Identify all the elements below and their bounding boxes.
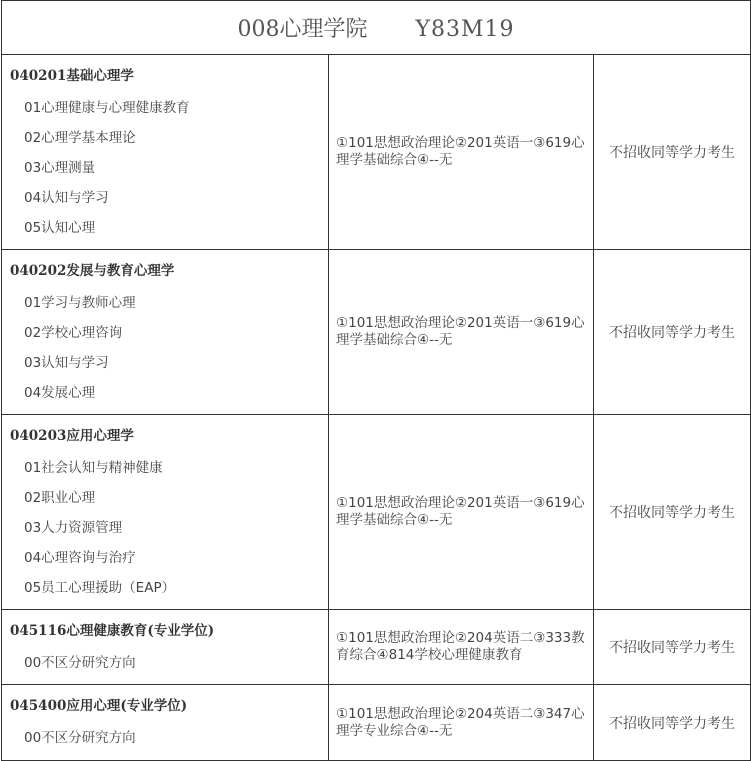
equivalent-note: 不招收同等学力考生 (594, 415, 751, 610)
exam-subjects: ①101思想政治理论②204英语二③333教育综合④814学校心理健康教育 (329, 610, 594, 685)
college-name: 008心理学院 (237, 17, 368, 42)
research-direction: 02学校心理咨询 (24, 325, 123, 341)
research-direction: 04心理咨询与治疗 (24, 550, 136, 566)
major-name: 045116心理健康教育(专业学位) (10, 623, 215, 639)
major-name: 040202发展与教育心理学 (10, 263, 175, 279)
exam-subjects: ①101思想政治理论②204英语二③347心理学专业综合④--无 (329, 685, 594, 761)
equivalent-note: 不招收同等学力考生 (594, 55, 751, 250)
research-direction: 05员工心理援助（EAP） (24, 580, 176, 596)
table-row (2, 250, 751, 415)
table-row (2, 685, 751, 761)
major-name: 040201基础心理学 (10, 68, 134, 84)
major-cell (2, 250, 329, 415)
research-direction: 01社会认知与精神健康 (24, 460, 163, 476)
table-row (2, 55, 751, 250)
research-direction: 03心理测量 (24, 160, 96, 176)
header-row (2, 1, 751, 55)
research-direction: 05认知心理 (24, 220, 96, 236)
college-code: Y83M19 (415, 17, 515, 42)
research-direction: 00不区分研究方向 (24, 655, 136, 671)
research-direction: 00不区分研究方向 (24, 730, 136, 746)
major-name: 045400应用心理(专业学位) (10, 698, 188, 714)
table-row (2, 610, 751, 685)
exam-subjects: ①101思想政治理论②201英语一③619心理学基础综合④--无 (329, 415, 594, 610)
research-direction: 04认知与学习 (24, 190, 109, 206)
equivalent-note: 不招收同等学力考生 (594, 610, 751, 685)
research-direction: 01学习与教师心理 (24, 295, 136, 311)
major-name: 040203应用心理学 (10, 428, 134, 444)
major-cell (2, 610, 329, 685)
major-cell (2, 685, 329, 761)
research-direction: 03人力资源管理 (24, 520, 123, 536)
research-direction: 04发展心理 (24, 385, 96, 401)
major-cell (2, 55, 329, 250)
research-direction: 03认知与学习 (24, 355, 109, 371)
equivalent-note: 不招收同等学力考生 (594, 250, 751, 415)
admissions-table (1, 0, 751, 761)
table-title (2, 1, 751, 55)
equivalent-note: 不招收同等学力考生 (594, 685, 751, 761)
research-direction: 01心理健康与心理健康教育 (24, 100, 190, 116)
major-cell (2, 415, 329, 610)
research-direction: 02心理学基本理论 (24, 130, 136, 146)
research-direction: 02职业心理 (24, 490, 96, 506)
exam-subjects: ①101思想政治理论②201英语一③619心理学基础综合④--无 (329, 55, 594, 250)
table-row (2, 415, 751, 610)
exam-subjects: ①101思想政治理论②201英语一③619心理学基础综合④--无 (329, 250, 594, 415)
